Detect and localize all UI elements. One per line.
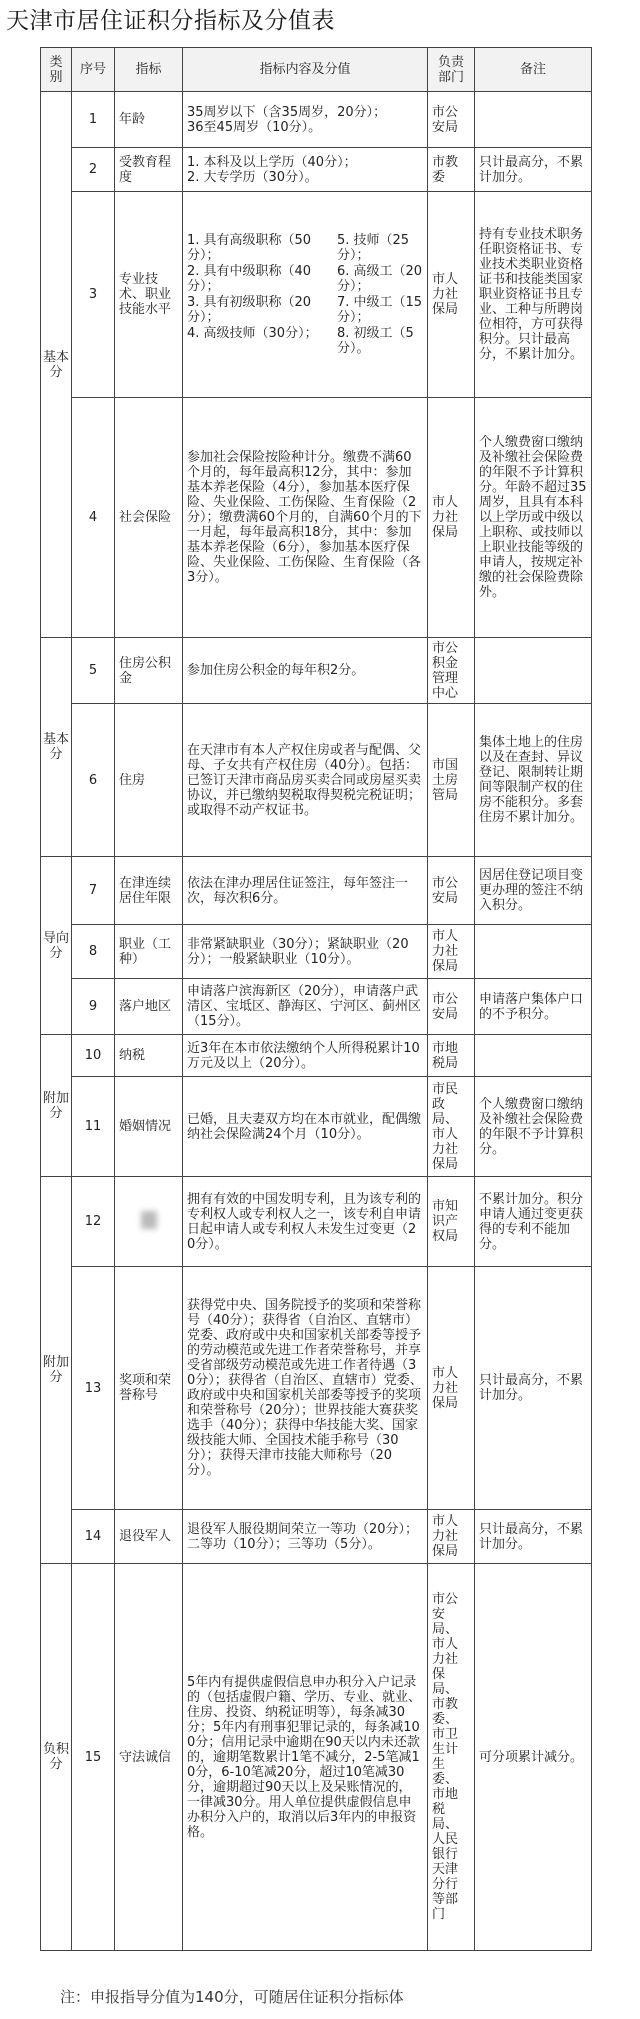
row-content: 退役军人服役期间荣立一等功（20分）；二等功（10分）；三等功（5分）。 [183,1510,428,1564]
table-row [41,1510,592,1564]
table-row [41,704,592,857]
grid-item: 5. 技师（25分）； [337,233,410,263]
row-remark [475,1035,592,1077]
row-no: 13 [72,1267,115,1510]
row-indicator: 年龄 [115,92,183,148]
row-remark: 持有专业技术职务任职资格证书、专业技术类职业资格证书和技能类国家职业资格证书且专业、工种与所聘岗位相符，方可获得积分。只计最高分，不累计加分。 [475,192,592,398]
row-indicator: 纳税 [115,1035,183,1077]
row-no: 4 [72,398,115,638]
row-remark: 只计最高分，不累计加分。 [475,1267,592,1510]
row-remark [475,638,592,704]
category-extra-2: 附加分 [41,1177,72,1564]
table-row [41,1564,592,1951]
row-content: 依法在津办理居住证签注，每年签注一次，每次积6分。 [183,857,428,925]
score-table [40,47,592,1951]
row-no: 6 [72,704,115,857]
row-content: 获得党中央、国务院授予的奖项和荣誉称号（40分）；获得省（自治区、直辖市）党委、政府或中央和国家机关部委等授予的劳动模范或先进工作者荣誉称号，并享受省部级劳动模范或先进工作者待遇（30分）；获得省（自治区、直辖市）党委、政府或中央和国家机关部委等授予的奖项和荣誉称号（20分）；世界技能大赛获奖选手（40分）；获得中华技能大奖、国家级技能大师、全国技术能手称号（30分）；获得天津市技能大师称号（20分）。 [183,1267,428,1510]
table-row [41,148,592,192]
row-indicator: 婚姻情况 [115,1077,183,1177]
row-no: 3 [72,192,115,398]
row-content: 已婚，且夫妻双方均在本市就业，配偶缴纳社会保险满24个月（10分）。 [183,1077,428,1177]
page-title: 天津市居住证积分指标及分值表 [6,8,335,34]
row-dept: 市人力社保局 [428,925,475,979]
title-levels-grid [187,233,423,356]
row-dept: 市人力社保局 [428,192,475,398]
row-no: 15 [72,1564,115,1951]
row-dept: 市知识产权局 [428,1177,475,1267]
row-content: 近3年在本市依法缴纳个人所得税累计10万元及以上（20分）。 [183,1035,428,1077]
row-remark: 因居住登记项目变更办理的签注不纳入积分。 [475,857,592,925]
row-content [183,192,428,398]
table-row [41,925,592,979]
row-remark: 只计最高分，不累计加分。 [475,1510,592,1564]
row-content: 非常紧缺职业（30分）；紧缺职业（20分）；一般紧缺职业（10分）。 [183,925,428,979]
row-dept: 市公安局、市人力社保局、市教委、市卫生计生委、市地税局、人民银行天津分行等部门 [428,1564,475,1951]
header-no: 序号 [72,48,115,92]
row-remark: 申请落户集体户口的不予积分。 [475,979,592,1035]
row-no: 14 [72,1510,115,1564]
row-no: 1 [72,92,115,148]
row-no: 2 [72,148,115,192]
table-row [41,1267,592,1510]
row-dept: 市公安局 [428,857,475,925]
row-dept: 市公安局 [428,979,475,1035]
row-indicator: 落户地区 [115,979,183,1035]
header-dept: 负责部门 [428,48,475,92]
table-row [41,1077,592,1177]
row-dept: 市国土房管局 [428,704,475,857]
row-indicator: 守法诚信 [115,1564,183,1951]
row-indicator: 专业技术、职业技能水平 [115,192,183,398]
row-indicator [115,1177,183,1267]
table-row [41,92,592,148]
row-no: 10 [72,1035,115,1077]
table-row [41,979,592,1035]
blurred-indicator [141,1211,157,1229]
table-row [41,398,592,638]
row-dept: 市人力社保局 [428,1267,475,1510]
table-row [41,1035,592,1077]
table-row [41,192,592,398]
category-extra-1: 附加分 [41,1035,72,1177]
row-content: 参加住房公积金的每年积2分。 [183,638,428,704]
row-indicator: 住房公积金 [115,638,183,704]
table-row [41,857,592,925]
grid-item: 3. 具有初级职称（20分）； [187,295,312,325]
row-dept: 市地税局 [428,1035,475,1077]
row-dept: 市民政局、市人力社保局 [428,1077,475,1177]
row-indicator: 奖项和荣誉称号 [115,1267,183,1510]
header-indicator: 指标 [115,48,183,92]
row-no: 11 [72,1077,115,1177]
row-indicator: 职业（工种） [115,925,183,979]
table-row [41,1177,592,1267]
header-remark: 备注 [475,48,592,92]
category-guide: 导向分 [41,857,72,1035]
row-dept: 市教委 [428,148,475,192]
row-remark: 只计最高分，不累计加分。 [475,148,592,192]
row-content: 1. 本科及以上学历（40分）； 2. 大专学历（30分）。 [183,148,428,192]
row-remark [475,92,592,148]
row-indicator: 社会保险 [115,398,183,638]
row-indicator: 退役军人 [115,1510,183,1564]
category-basic-1: 基本分 [41,92,72,638]
grid-item: 2. 具有中级职称（40分）； [187,264,312,294]
row-indicator: 受教育程度 [115,148,183,192]
row-dept: 市人力社保局 [428,1510,475,1564]
header-content: 指标内容及分值 [183,48,428,92]
grid-item: 8. 初级工（5分）。 [337,326,414,356]
row-remark: 个人缴费窗口缴纳及补缴社会保险费的年限不予计算积分。年龄不超过35周岁，且具有本科以上学历或中级以上职称、或技师以上职业技能等级的申请人，按规定补缴的社会保险费除外。 [475,398,592,638]
grid-item: 6. 高级工（20分）； [337,264,423,294]
row-indicator: 住房 [115,704,183,857]
row-no: 8 [72,925,115,979]
row-remark: 不累计加分。积分申请人通过变更获得的专利不能加分。 [475,1177,592,1267]
row-no: 7 [72,857,115,925]
grid-item: 7. 中级工（15分）； [337,295,423,325]
row-indicator: 在津连续居住年限 [115,857,183,925]
row-dept: 市公安局 [428,92,475,148]
footer-note: 注：申报指导分值为140分，可随居住证积分指标体 [60,1988,404,2006]
row-remark [475,925,592,979]
row-dept: 市人力社保局 [428,398,475,638]
row-content: 5年内有提供虚假信息申办积分入户记录的（包括虚假户籍、学历、专业、就业、住房、投资、纳税证明等），每条减30分；5年内有刑事犯罪记录的，每条减100分；信用记录中逾期在90天以内未还款的，逾期笔数累计1笔不减分，2-5笔减10分，6-10笔减20分，超过10笔减30分，逾期超过90天以上及呆账情况的，一律减30分。用人单位提供虚假信息申办积分入户的，取消以后3年内的申报资格。 [183,1564,428,1951]
category-negative: 负积分 [41,1564,72,1951]
row-remark: 可分项累计减分。 [475,1564,592,1951]
header-category: 类别 [41,48,72,92]
grid-item: 4. 高级技师（30分）； [187,326,318,341]
row-content: 申请落户滨海新区（20分），申请落户武清区、宝坻区、静海区、宁河区、蓟州区（15分）。 [183,979,428,1035]
grid-item: 1. 具有高级职称（50分）； [187,233,312,263]
row-no: 9 [72,979,115,1035]
table-header-row [41,48,592,92]
row-content: 35周岁以下（含35周岁，20分）； 36至45周岁（10分）。 [183,92,428,148]
row-remark: 集体土地上的住房以及在查封、异议登记、限制转让期间等限制产权的住房不能积分。多套住房不累计加分。 [475,704,592,857]
row-content: 拥有有效的中国发明专利，且为该专利的专利权人或专利权人之一，该专利自申请日起申请人或专利权人未发生过变更（20分）。 [183,1177,428,1267]
row-content: 在天津市有本人产权住房或者与配偶、父母、子女共有产权住房（40分）。包括：已签订天津市商品房买卖合同或房屋买卖协议，并已缴纳契税取得契税完税证明；或取得不动产权证书。 [183,704,428,857]
row-dept: 市公积金管理中心 [428,638,475,704]
row-content: 参加社会保险按险种计分。缴费不满60个月的，每年最高积12分，其中：参加基本养老保险（4分），参加基本医疗保险、失业保险、工伤保险、生育保险（2分）；缴费满60个月的，自满60个月的下一月起，每年最高积18分，其中：参加基本养老保险（6分），参加基本医疗保险、失业保险、工伤保险、生育保险（各3分）。 [183,398,428,638]
row-no: 12 [72,1177,115,1267]
row-no: 5 [72,638,115,704]
category-basic-2: 基本分 [41,638,72,857]
row-remark: 个人缴费窗口缴纳及补缴社会保险费的年限不予计算积分。 [475,1077,592,1177]
table-row [41,638,592,704]
